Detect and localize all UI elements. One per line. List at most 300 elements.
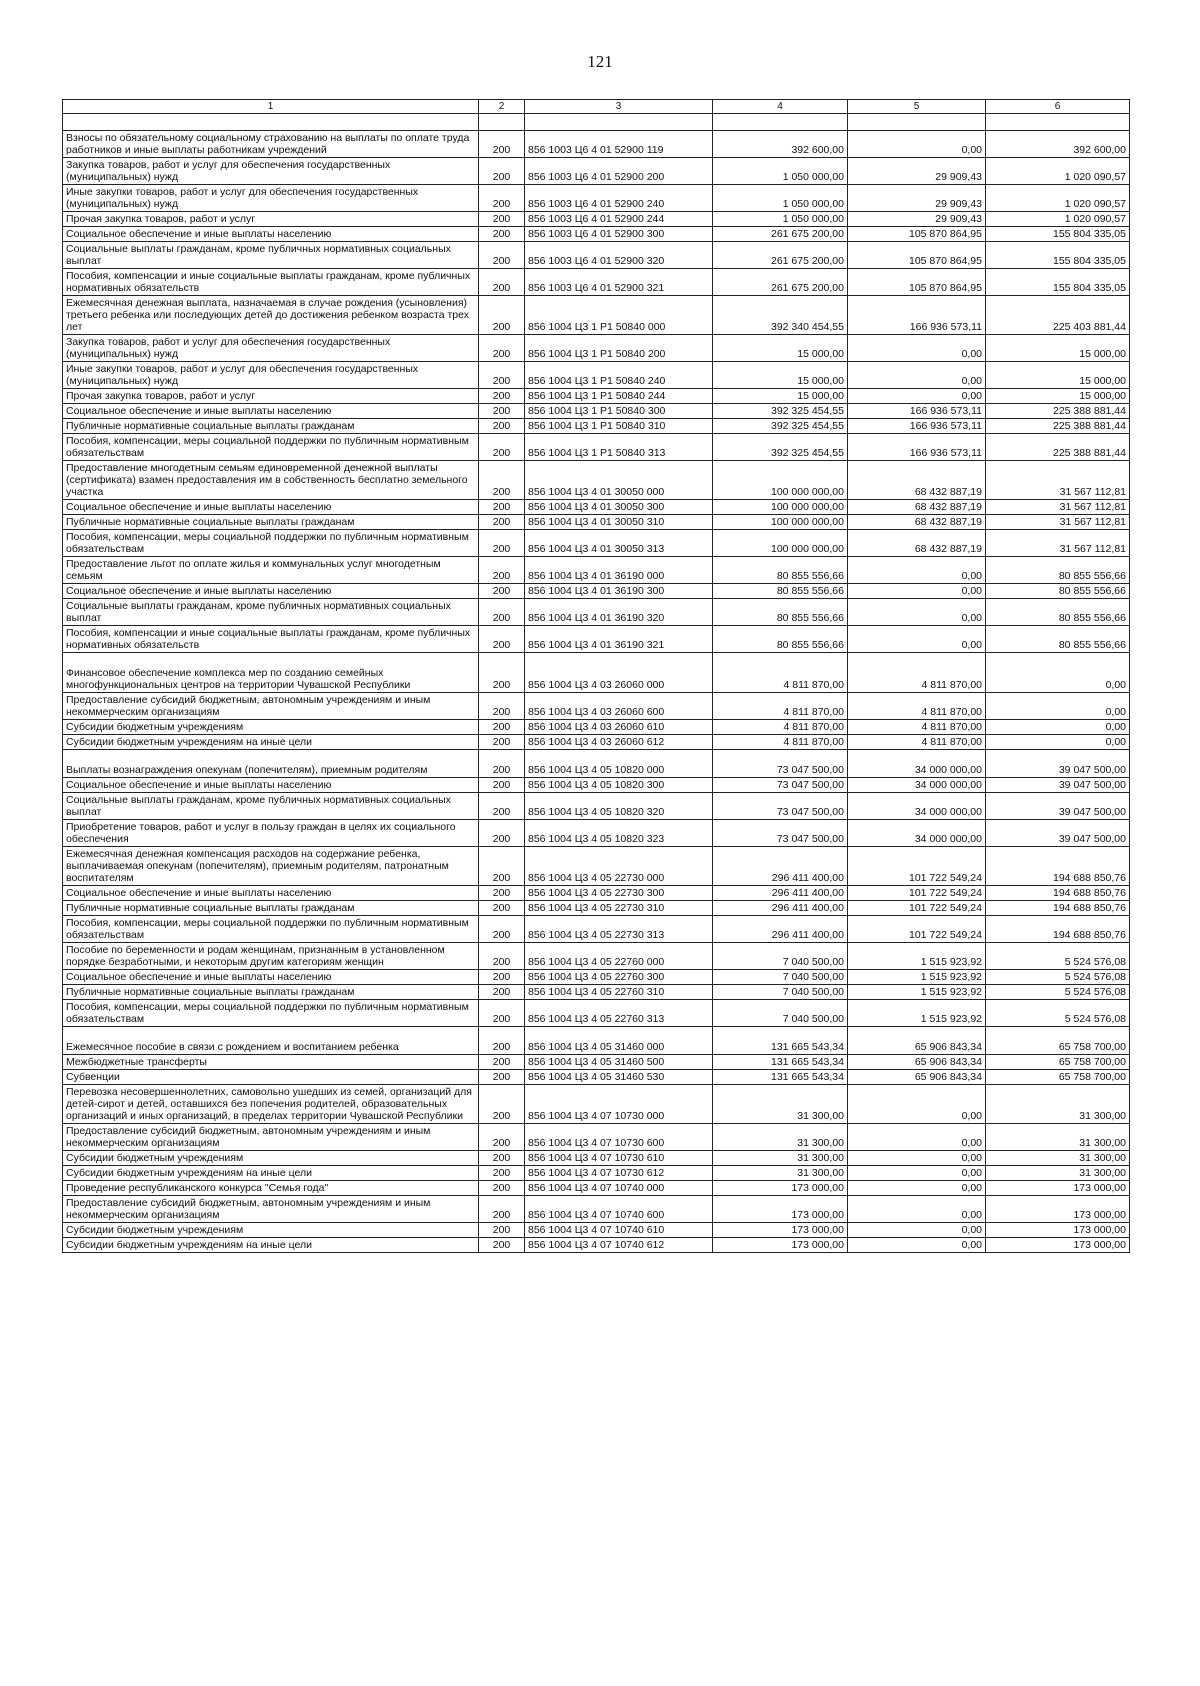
row-name: Публичные нормативные социальные выплаты гражданам	[63, 419, 479, 434]
row-classification: 856 1004 Ц3 4 01 36190 300	[525, 584, 713, 599]
row-code: 200	[479, 500, 525, 515]
row-classification: 856 1004 Ц3 4 07 10730 600	[525, 1124, 713, 1151]
row-classification: 856 1003 Ц6 4 01 52900 244	[525, 212, 713, 227]
row-name: Пособия, компенсации и иные социальные выплаты гражданам, кроме публичных нормативных обязательств	[63, 626, 479, 653]
row-name: Предоставление субсидий бюджетным, автономным учреждениям и иным некоммерческим организациям	[63, 1124, 479, 1151]
row-code: 200	[479, 599, 525, 626]
row-executed-amount: 65 906 843,34	[848, 1055, 986, 1070]
row-name: Предоставление субсидий бюджетным, автономным учреждениям и иным некоммерческим организациям	[63, 1196, 479, 1223]
row-classification: 856 1004 Ц3 4 03 26060 600	[525, 693, 713, 720]
row-remaining-amount: 194 688 850,76	[986, 901, 1130, 916]
table-row	[63, 1223, 1130, 1238]
column-number-row	[63, 100, 1130, 114]
row-name: Ежемесячная денежная выплата, назначаемая в случае рождения (усыновления) третьего ребенка или последующих детей до достижения ребенком возраста трех лет	[63, 296, 479, 335]
row-code: 200	[479, 131, 525, 158]
row-remaining-amount: 31 300,00	[986, 1151, 1130, 1166]
row-code: 200	[479, 916, 525, 943]
row-executed-amount: 68 432 887,19	[848, 500, 986, 515]
row-code: 200	[479, 158, 525, 185]
row-name: Выплаты вознаграждения опекунам (попечителям), приемным родителям	[63, 750, 479, 778]
row-classification: 856 1004 Ц3 4 03 26060 000	[525, 653, 713, 693]
table-row	[63, 653, 1130, 693]
row-classification: 856 1003 Ц6 4 01 52900 321	[525, 269, 713, 296]
row-remaining-amount: 65 758 700,00	[986, 1027, 1130, 1055]
row-code: 200	[479, 653, 525, 693]
row-name: Субвенции	[63, 1070, 479, 1085]
row-code: 200	[479, 985, 525, 1000]
row-classification: 856 1003 Ц6 4 01 52900 200	[525, 158, 713, 185]
row-code: 200	[479, 735, 525, 750]
row-code: 200	[479, 557, 525, 584]
row-name: Социальное обеспечение и иные выплаты населению	[63, 970, 479, 985]
row-planned-amount: 392 325 454,55	[713, 434, 848, 461]
row-name: Субсидии бюджетным учреждениям	[63, 1223, 479, 1238]
row-executed-amount: 68 432 887,19	[848, 461, 986, 500]
row-remaining-amount: 31 300,00	[986, 1166, 1130, 1181]
row-planned-amount: 80 855 556,66	[713, 557, 848, 584]
row-planned-amount: 73 047 500,00	[713, 750, 848, 778]
row-executed-amount: 105 870 864,95	[848, 227, 986, 242]
row-classification: 856 1004 Ц3 4 05 22730 300	[525, 886, 713, 901]
row-planned-amount: 392 325 454,55	[713, 419, 848, 434]
row-remaining-amount: 194 688 850,76	[986, 886, 1130, 901]
row-planned-amount: 173 000,00	[713, 1238, 848, 1253]
column-header: 2	[479, 100, 525, 114]
row-name: Социальное обеспечение и иные выплаты населению	[63, 227, 479, 242]
table-row	[63, 557, 1130, 584]
row-remaining-amount: 225 403 881,44	[986, 296, 1130, 335]
row-remaining-amount: 155 804 335,05	[986, 269, 1130, 296]
row-code: 200	[479, 943, 525, 970]
row-executed-amount: 0,00	[848, 1196, 986, 1223]
row-remaining-amount: 39 047 500,00	[986, 793, 1130, 820]
row-planned-amount: 4 811 870,00	[713, 735, 848, 750]
row-executed-amount: 0,00	[848, 1238, 986, 1253]
row-classification: 856 1004 Ц3 4 01 30050 313	[525, 530, 713, 557]
row-code: 200	[479, 901, 525, 916]
row-executed-amount: 166 936 573,11	[848, 434, 986, 461]
row-name: Социальное обеспечение и иные выплаты населению	[63, 500, 479, 515]
table-row	[63, 943, 1130, 970]
row-executed-amount: 0,00	[848, 1223, 986, 1238]
row-executed-amount: 65 906 843,34	[848, 1027, 986, 1055]
row-executed-amount: 29 909,43	[848, 158, 986, 185]
table-row	[63, 212, 1130, 227]
row-remaining-amount: 31 300,00	[986, 1124, 1130, 1151]
row-code: 200	[479, 404, 525, 419]
table-row	[63, 599, 1130, 626]
row-name: Субсидии бюджетным учреждениям на иные цели	[63, 735, 479, 750]
row-planned-amount: 31 300,00	[713, 1151, 848, 1166]
row-classification: 856 1004 Ц3 4 07 10740 000	[525, 1181, 713, 1196]
row-classification: 856 1004 Ц3 4 01 36190 000	[525, 557, 713, 584]
table-row	[63, 500, 1130, 515]
row-name: Предоставление льгот по оплате жилья и коммунальных услуг многодетным семьям	[63, 557, 479, 584]
row-classification: 856 1004 Ц3 1 P1 50840 300	[525, 404, 713, 419]
row-planned-amount: 131 665 543,34	[713, 1055, 848, 1070]
row-classification: 856 1004 Ц3 4 05 10820 323	[525, 820, 713, 847]
row-executed-amount: 34 000 000,00	[848, 750, 986, 778]
row-planned-amount: 131 665 543,34	[713, 1070, 848, 1085]
row-executed-amount: 105 870 864,95	[848, 269, 986, 296]
row-classification: 856 1004 Ц3 4 05 22760 000	[525, 943, 713, 970]
table-row	[63, 985, 1130, 1000]
row-classification: 856 1004 Ц3 4 01 36190 321	[525, 626, 713, 653]
row-planned-amount: 4 811 870,00	[713, 653, 848, 693]
row-remaining-amount: 225 388 881,44	[986, 404, 1130, 419]
row-remaining-amount: 39 047 500,00	[986, 820, 1130, 847]
row-remaining-amount: 80 855 556,66	[986, 599, 1130, 626]
row-planned-amount: 296 411 400,00	[713, 847, 848, 886]
row-name: Субсидии бюджетным учреждениям	[63, 720, 479, 735]
table-body	[63, 131, 1130, 1253]
table-row	[63, 1151, 1130, 1166]
row-remaining-amount: 31 567 112,81	[986, 530, 1130, 557]
row-planned-amount: 100 000 000,00	[713, 515, 848, 530]
row-planned-amount: 296 411 400,00	[713, 901, 848, 916]
row-executed-amount: 34 000 000,00	[848, 793, 986, 820]
row-code: 200	[479, 212, 525, 227]
row-name: Иные закупки товаров, работ и услуг для обеспечения государственных (муниципальных) нужд	[63, 185, 479, 212]
table-row	[63, 335, 1130, 362]
table-row	[63, 461, 1130, 500]
row-code: 200	[479, 1055, 525, 1070]
page-number: 121	[587, 52, 613, 71]
row-code: 200	[479, 185, 525, 212]
row-remaining-amount: 80 855 556,66	[986, 626, 1130, 653]
row-planned-amount: 173 000,00	[713, 1223, 848, 1238]
row-code: 200	[479, 296, 525, 335]
row-name: Закупка товаров, работ и услуг для обеспечения государственных (муниципальных) нужд	[63, 158, 479, 185]
row-remaining-amount: 1 020 090,57	[986, 158, 1130, 185]
table-row	[63, 778, 1130, 793]
table-row	[63, 242, 1130, 269]
table-row	[63, 693, 1130, 720]
row-name: Публичные нормативные социальные выплаты гражданам	[63, 985, 479, 1000]
row-code: 200	[479, 626, 525, 653]
row-planned-amount: 261 675 200,00	[713, 242, 848, 269]
row-name: Социальное обеспечение и иные выплаты населению	[63, 778, 479, 793]
row-remaining-amount: 31 567 112,81	[986, 461, 1130, 500]
row-remaining-amount: 80 855 556,66	[986, 584, 1130, 599]
table-row	[63, 530, 1130, 557]
row-planned-amount: 131 665 543,34	[713, 1027, 848, 1055]
row-classification: 856 1004 Ц3 4 03 26060 610	[525, 720, 713, 735]
row-planned-amount: 261 675 200,00	[713, 269, 848, 296]
row-remaining-amount: 225 388 881,44	[986, 419, 1130, 434]
row-remaining-amount: 65 758 700,00	[986, 1070, 1130, 1085]
row-code: 200	[479, 720, 525, 735]
row-code: 200	[479, 1238, 525, 1253]
row-executed-amount: 0,00	[848, 557, 986, 584]
row-executed-amount: 0,00	[848, 1166, 986, 1181]
row-planned-amount: 80 855 556,66	[713, 584, 848, 599]
row-executed-amount: 4 811 870,00	[848, 720, 986, 735]
row-executed-amount: 105 870 864,95	[848, 242, 986, 269]
row-planned-amount: 100 000 000,00	[713, 500, 848, 515]
row-remaining-amount: 5 524 576,08	[986, 985, 1130, 1000]
table-row	[63, 1070, 1130, 1085]
row-executed-amount: 4 811 870,00	[848, 693, 986, 720]
row-name: Иные закупки товаров, работ и услуг для обеспечения государственных (муниципальных) нужд	[63, 362, 479, 389]
table-row	[63, 735, 1130, 750]
row-code: 200	[479, 693, 525, 720]
row-executed-amount: 0,00	[848, 362, 986, 389]
row-planned-amount: 296 411 400,00	[713, 886, 848, 901]
row-remaining-amount: 5 524 576,08	[986, 1000, 1130, 1027]
row-remaining-amount: 173 000,00	[986, 1196, 1130, 1223]
row-classification: 856 1004 Ц3 4 07 10740 610	[525, 1223, 713, 1238]
row-name: Субсидии бюджетным учреждениям на иные цели	[63, 1166, 479, 1181]
row-name: Пособия, компенсации, меры социальной поддержки по публичным нормативным обязательствам	[63, 434, 479, 461]
row-classification: 856 1004 Ц3 4 07 10730 612	[525, 1166, 713, 1181]
row-planned-amount: 73 047 500,00	[713, 820, 848, 847]
table-row	[63, 269, 1130, 296]
table-row	[63, 1124, 1130, 1151]
row-classification: 856 1004 Ц3 4 05 22730 310	[525, 901, 713, 916]
row-name: Субсидии бюджетным учреждениям	[63, 1151, 479, 1166]
row-name: Пособие по беременности и родам женщинам, признанным в установленном порядке безработными, и некоторым другим категориям женщин	[63, 943, 479, 970]
row-code: 200	[479, 434, 525, 461]
table-row	[63, 901, 1130, 916]
table-row	[63, 970, 1130, 985]
row-remaining-amount: 0,00	[986, 693, 1130, 720]
row-executed-amount: 34 000 000,00	[848, 820, 986, 847]
row-remaining-amount: 0,00	[986, 735, 1130, 750]
row-code: 200	[479, 1000, 525, 1027]
row-code: 200	[479, 778, 525, 793]
row-name: Социальные выплаты гражданам, кроме публичных нормативных социальных выплат	[63, 599, 479, 626]
table-row	[63, 362, 1130, 389]
row-name: Прочая закупка товаров, работ и услуг	[63, 212, 479, 227]
row-executed-amount: 0,00	[848, 1181, 986, 1196]
row-classification: 856 1004 Ц3 4 05 10820 000	[525, 750, 713, 778]
row-code: 200	[479, 970, 525, 985]
row-planned-amount: 173 000,00	[713, 1196, 848, 1223]
row-remaining-amount: 1 020 090,57	[986, 185, 1130, 212]
row-executed-amount: 1 515 923,92	[848, 970, 986, 985]
row-remaining-amount: 392 600,00	[986, 131, 1130, 158]
row-classification: 856 1004 Ц3 4 05 10820 320	[525, 793, 713, 820]
row-classification: 856 1004 Ц3 4 05 22760 313	[525, 1000, 713, 1027]
row-planned-amount: 15 000,00	[713, 335, 848, 362]
row-planned-amount: 7 040 500,00	[713, 985, 848, 1000]
row-classification: 856 1004 Ц3 1 P1 50840 200	[525, 335, 713, 362]
row-classification: 856 1004 Ц3 4 05 31460 000	[525, 1027, 713, 1055]
row-remaining-amount: 5 524 576,08	[986, 943, 1130, 970]
row-planned-amount: 1 050 000,00	[713, 158, 848, 185]
row-planned-amount: 1 050 000,00	[713, 212, 848, 227]
row-remaining-amount: 225 388 881,44	[986, 434, 1130, 461]
row-code: 200	[479, 362, 525, 389]
row-remaining-amount: 155 804 335,05	[986, 227, 1130, 242]
row-remaining-amount: 39 047 500,00	[986, 750, 1130, 778]
row-planned-amount: 31 300,00	[713, 1124, 848, 1151]
row-classification: 856 1004 Ц3 4 05 10820 300	[525, 778, 713, 793]
row-name: Публичные нормативные социальные выплаты гражданам	[63, 515, 479, 530]
row-classification: 856 1003 Ц6 4 01 52900 300	[525, 227, 713, 242]
row-planned-amount: 100 000 000,00	[713, 530, 848, 557]
row-planned-amount: 7 040 500,00	[713, 943, 848, 970]
table-row	[63, 404, 1130, 419]
table-row	[63, 847, 1130, 886]
row-remaining-amount: 173 000,00	[986, 1238, 1130, 1253]
row-classification: 856 1004 Ц3 4 05 22760 300	[525, 970, 713, 985]
row-name: Социальное обеспечение и иные выплаты населению	[63, 404, 479, 419]
row-executed-amount: 29 909,43	[848, 185, 986, 212]
row-code: 200	[479, 847, 525, 886]
row-classification: 856 1004 Ц3 1 P1 50840 240	[525, 362, 713, 389]
row-name: Предоставление многодетным семьям единовременной денежной выплаты (сертификата) взамен предоставления им в собственность бесплатно земельного участка	[63, 461, 479, 500]
row-executed-amount: 101 722 549,24	[848, 886, 986, 901]
row-remaining-amount: 31 300,00	[986, 1085, 1130, 1124]
column-header: 5	[848, 100, 986, 114]
table-row	[63, 750, 1130, 778]
row-name: Предоставление субсидий бюджетным, автономным учреждениям и иным некоммерческим организациям	[63, 693, 479, 720]
row-code: 200	[479, 1166, 525, 1181]
row-executed-amount: 166 936 573,11	[848, 296, 986, 335]
row-planned-amount: 31 300,00	[713, 1166, 848, 1181]
row-planned-amount: 392 340 454,55	[713, 296, 848, 335]
table-row	[63, 434, 1130, 461]
table-row	[63, 1085, 1130, 1124]
table-row	[63, 626, 1130, 653]
row-planned-amount: 80 855 556,66	[713, 599, 848, 626]
table-row	[63, 720, 1130, 735]
budget-table	[62, 99, 1130, 1253]
table-row	[63, 916, 1130, 943]
row-code: 200	[479, 335, 525, 362]
row-name: Межбюджетные трансферты	[63, 1055, 479, 1070]
row-remaining-amount: 0,00	[986, 720, 1130, 735]
row-code: 200	[479, 389, 525, 404]
column-header: 6	[986, 100, 1130, 114]
row-classification: 856 1004 Ц3 4 01 36190 320	[525, 599, 713, 626]
row-planned-amount: 261 675 200,00	[713, 227, 848, 242]
table-row	[63, 584, 1130, 599]
row-classification: 856 1004 Ц3 1 P1 50840 310	[525, 419, 713, 434]
table-row	[63, 1181, 1130, 1196]
row-name: Приобретение товаров, работ и услуг в пользу граждан в целях их социального обеспечения	[63, 820, 479, 847]
row-name: Проведение республиканского конкурса "Семья года"	[63, 1181, 479, 1196]
row-name: Перевозка несовершеннолетних, самовольно ушедших из семей, организаций для детей-сирот и детей, оставшихся без попечения родителей, образовательных организаций и иных организаций, в пределах территории Чувашской Республики	[63, 1085, 479, 1124]
table-row	[63, 515, 1130, 530]
row-executed-amount: 0,00	[848, 1151, 986, 1166]
row-name: Публичные нормативные социальные выплаты гражданам	[63, 901, 479, 916]
row-classification: 856 1004 Ц3 4 01 30050 310	[525, 515, 713, 530]
row-remaining-amount: 15 000,00	[986, 389, 1130, 404]
row-executed-amount: 34 000 000,00	[848, 778, 986, 793]
row-code: 200	[479, 793, 525, 820]
row-classification: 856 1004 Ц3 4 01 30050 300	[525, 500, 713, 515]
row-executed-amount: 4 811 870,00	[848, 653, 986, 693]
row-remaining-amount: 80 855 556,66	[986, 557, 1130, 584]
row-classification: 856 1004 Ц3 4 05 31460 530	[525, 1070, 713, 1085]
table-row	[63, 1055, 1130, 1070]
row-executed-amount: 4 811 870,00	[848, 735, 986, 750]
row-code: 200	[479, 242, 525, 269]
row-planned-amount: 15 000,00	[713, 362, 848, 389]
row-planned-amount: 15 000,00	[713, 389, 848, 404]
row-classification: 856 1004 Ц3 4 07 10730 000	[525, 1085, 713, 1124]
row-executed-amount: 166 936 573,11	[848, 419, 986, 434]
row-planned-amount: 4 811 870,00	[713, 720, 848, 735]
row-planned-amount: 7 040 500,00	[713, 970, 848, 985]
row-planned-amount: 73 047 500,00	[713, 778, 848, 793]
row-name: Пособия, компенсации, меры социальной поддержки по публичным нормативным обязательствам	[63, 1000, 479, 1027]
row-name: Закупка товаров, работ и услуг для обеспечения государственных (муниципальных) нужд	[63, 335, 479, 362]
column-header: 3	[525, 100, 713, 114]
row-executed-amount: 0,00	[848, 626, 986, 653]
row-code: 200	[479, 269, 525, 296]
row-code: 200	[479, 584, 525, 599]
row-planned-amount: 80 855 556,66	[713, 626, 848, 653]
row-planned-amount: 392 325 454,55	[713, 404, 848, 419]
row-executed-amount: 1 515 923,92	[848, 985, 986, 1000]
row-classification: 856 1004 Ц3 1 P1 50840 313	[525, 434, 713, 461]
row-remaining-amount: 5 524 576,08	[986, 970, 1130, 985]
table-row	[63, 1196, 1130, 1223]
row-classification: 856 1004 Ц3 4 01 30050 000	[525, 461, 713, 500]
row-planned-amount: 73 047 500,00	[713, 793, 848, 820]
row-classification: 856 1004 Ц3 4 07 10740 612	[525, 1238, 713, 1253]
column-header: 1	[63, 100, 479, 114]
row-classification: 856 1004 Ц3 4 07 10730 610	[525, 1151, 713, 1166]
row-name: Социальные выплаты гражданам, кроме публичных нормативных социальных выплат	[63, 242, 479, 269]
table-row	[63, 296, 1130, 335]
row-planned-amount: 100 000 000,00	[713, 461, 848, 500]
row-code: 200	[479, 1085, 525, 1124]
table-row	[63, 1238, 1130, 1253]
column-header: 4	[713, 100, 848, 114]
row-name: Пособия, компенсации, меры социальной поддержки по публичным нормативным обязательствам	[63, 530, 479, 557]
row-executed-amount: 0,00	[848, 131, 986, 158]
row-name: Ежемесячная денежная компенсация расходов на содержание ребенка, выплачиваемая опекунам (попечителям), приемным родителям, патронатным воспитателям	[63, 847, 479, 886]
row-executed-amount: 101 722 549,24	[848, 916, 986, 943]
row-code: 200	[479, 1196, 525, 1223]
row-code: 200	[479, 227, 525, 242]
table-row	[63, 886, 1130, 901]
row-remaining-amount: 0,00	[986, 653, 1130, 693]
row-remaining-amount: 155 804 335,05	[986, 242, 1130, 269]
row-executed-amount: 0,00	[848, 599, 986, 626]
row-name: Взносы по обязательному социальному страхованию на выплаты по оплате труда работников и иные выплаты работникам учреждений	[63, 131, 479, 158]
row-executed-amount: 1 515 923,92	[848, 943, 986, 970]
row-remaining-amount: 194 688 850,76	[986, 916, 1130, 943]
row-name: Пособия, компенсации и иные социальные выплаты гражданам, кроме публичных нормативных обязательств	[63, 269, 479, 296]
row-remaining-amount: 173 000,00	[986, 1223, 1130, 1238]
table-row	[63, 1166, 1130, 1181]
row-executed-amount: 1 515 923,92	[848, 1000, 986, 1027]
row-classification: 856 1004 Ц3 4 05 22730 313	[525, 916, 713, 943]
table-row	[63, 227, 1130, 242]
row-planned-amount: 31 300,00	[713, 1085, 848, 1124]
header-spacer-row	[63, 114, 1130, 131]
row-code: 200	[479, 515, 525, 530]
row-classification: 856 1004 Ц3 4 07 10740 600	[525, 1196, 713, 1223]
row-code: 200	[479, 1223, 525, 1238]
row-remaining-amount: 65 758 700,00	[986, 1055, 1130, 1070]
table-row	[63, 1027, 1130, 1055]
row-classification: 856 1004 Ц3 4 05 22730 000	[525, 847, 713, 886]
row-remaining-amount: 15 000,00	[986, 362, 1130, 389]
row-executed-amount: 65 906 843,34	[848, 1070, 986, 1085]
row-executed-amount: 101 722 549,24	[848, 901, 986, 916]
row-classification: 856 1004 Ц3 1 P1 50840 000	[525, 296, 713, 335]
row-code: 200	[479, 886, 525, 901]
table-row	[63, 131, 1130, 158]
row-code: 200	[479, 1151, 525, 1166]
